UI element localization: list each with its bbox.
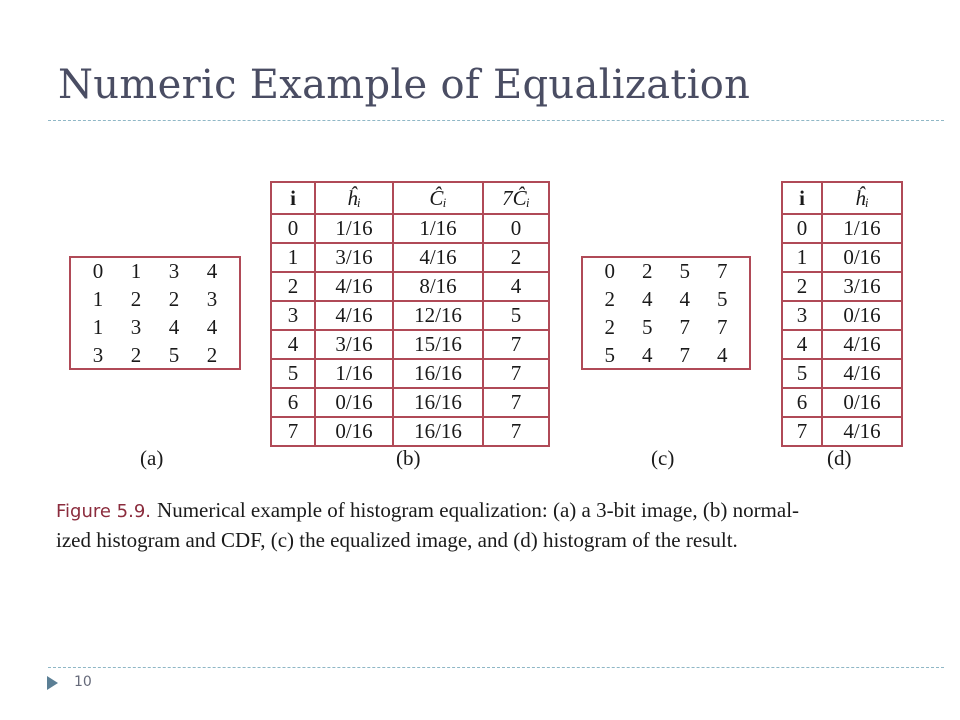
column-header: i bbox=[271, 182, 315, 214]
table-cell: 4/16 bbox=[822, 417, 902, 446]
matrix-cell: 7 bbox=[717, 315, 728, 339]
table-row bbox=[271, 330, 549, 359]
subfigure-label-d: (d) bbox=[827, 446, 852, 470]
matrix-cell: 0 bbox=[604, 259, 615, 283]
matrix-cell: 2 bbox=[604, 315, 615, 339]
table-cell: 6 bbox=[782, 388, 822, 417]
matrix-cell: 2 bbox=[130, 343, 142, 367]
matrix-cell: 4 bbox=[642, 343, 653, 367]
table-cell: 3/16 bbox=[822, 272, 902, 301]
table-row bbox=[782, 330, 902, 359]
figure-number: Figure 5.9. bbox=[56, 501, 152, 522]
matrix-cell: 5 bbox=[168, 343, 180, 367]
table-cell: 0/16 bbox=[315, 417, 393, 446]
matrix-cell: 5 bbox=[642, 315, 653, 339]
table-cell: 5 bbox=[483, 301, 549, 330]
table-cell: 4/16 bbox=[393, 243, 483, 272]
table-row bbox=[271, 301, 549, 330]
matrix-cell: 2 bbox=[604, 287, 615, 311]
table-row bbox=[271, 388, 549, 417]
matrix-cell: 7 bbox=[679, 315, 690, 339]
table-cell: 4 bbox=[782, 330, 822, 359]
column-header: i bbox=[782, 182, 822, 214]
table-row bbox=[271, 417, 549, 446]
table-cell: 7 bbox=[483, 388, 549, 417]
table-row bbox=[271, 214, 549, 243]
matrix-cell: 3 bbox=[206, 287, 218, 311]
table-cell: 1/16 bbox=[315, 214, 393, 243]
table-cell: 7 bbox=[483, 417, 549, 446]
table-cell: 1/16 bbox=[822, 214, 902, 243]
caption-text-2: ized histogram and CDF, (c) the equalized image, and (d) histogram of the result. bbox=[56, 528, 738, 552]
matrix-cell: 2 bbox=[130, 287, 142, 311]
table-cell: 16/16 bbox=[393, 388, 483, 417]
table-cell: 1/16 bbox=[393, 214, 483, 243]
table-cell: 15/16 bbox=[393, 330, 483, 359]
matrix-cell: 4 bbox=[206, 259, 218, 283]
table-cell: 3 bbox=[782, 301, 822, 330]
triangle-bullet-icon bbox=[47, 676, 58, 690]
matrix-cell: 2 bbox=[168, 287, 180, 311]
table-cell: 0/16 bbox=[822, 243, 902, 272]
slide-title: Numeric Example of Equalization bbox=[58, 62, 751, 108]
table-row bbox=[782, 243, 902, 272]
column-header: ĥᵢ bbox=[822, 182, 902, 214]
table-cell: 1 bbox=[782, 243, 822, 272]
table-row bbox=[782, 301, 902, 330]
matrix-cell: 2 bbox=[206, 343, 218, 367]
matrix-cell: 5 bbox=[679, 259, 690, 283]
table-cell: 7 bbox=[271, 417, 315, 446]
table-cell: 16/16 bbox=[393, 417, 483, 446]
table-row bbox=[271, 272, 549, 301]
table-cell: 4/16 bbox=[822, 359, 902, 388]
table-cell: 2 bbox=[782, 272, 822, 301]
table-row bbox=[271, 359, 549, 388]
table-row bbox=[782, 359, 902, 388]
table-cell: 4/16 bbox=[315, 301, 393, 330]
matrix-cell: 3 bbox=[130, 315, 142, 339]
column-header: Ĉᵢ bbox=[393, 182, 483, 214]
table-cell: 0 bbox=[271, 214, 315, 243]
table-cell: 2 bbox=[483, 243, 549, 272]
matrix-cell: 7 bbox=[679, 343, 690, 367]
matrix-cell: 5 bbox=[604, 343, 615, 367]
table-header-row bbox=[782, 182, 902, 214]
table-cell: 4 bbox=[271, 330, 315, 359]
matrix-cell: 4 bbox=[206, 315, 218, 339]
footer-divider bbox=[48, 667, 944, 668]
matrix-cell: 1 bbox=[130, 259, 142, 283]
table-cell: 2 bbox=[271, 272, 315, 301]
subfigure-label-c: (c) bbox=[651, 446, 675, 470]
table-cell: 0 bbox=[483, 214, 549, 243]
table-row bbox=[782, 417, 902, 446]
matrix-cell: 3 bbox=[92, 343, 104, 367]
table-cell: 12/16 bbox=[393, 301, 483, 330]
column-header: ĥᵢ bbox=[315, 182, 393, 214]
matrix-cell: 7 bbox=[717, 259, 728, 283]
table-row bbox=[782, 272, 902, 301]
matrix-cell: 1 bbox=[92, 287, 104, 311]
table-cell: 1 bbox=[271, 243, 315, 272]
matrix-cell: 1 bbox=[92, 315, 104, 339]
table-cell: 0/16 bbox=[315, 388, 393, 417]
table-cell: 7 bbox=[782, 417, 822, 446]
table-cell: 7 bbox=[483, 330, 549, 359]
table-cell: 16/16 bbox=[393, 359, 483, 388]
table-cell: 0/16 bbox=[822, 388, 902, 417]
matrix-cell: 4 bbox=[168, 315, 180, 339]
table-cell: 1/16 bbox=[315, 359, 393, 388]
equalized-image-matrix bbox=[581, 256, 751, 370]
matrix-cell: 0 bbox=[92, 259, 104, 283]
table-cell: 5 bbox=[271, 359, 315, 388]
matrix-cell: 4 bbox=[642, 287, 653, 311]
table-cell: 7 bbox=[483, 359, 549, 388]
table-cell: 8/16 bbox=[393, 272, 483, 301]
table-cell: 5 bbox=[782, 359, 822, 388]
matrix-cell: 3 bbox=[168, 259, 180, 283]
table-cell: 0/16 bbox=[822, 301, 902, 330]
table-cell: 0 bbox=[782, 214, 822, 243]
column-header: 7Ĉᵢ bbox=[483, 182, 549, 214]
matrix-cell: 2 bbox=[642, 259, 653, 283]
table-cell: 6 bbox=[271, 388, 315, 417]
matrix-cell: 5 bbox=[717, 287, 728, 311]
caption-text-1: Numerical example of histogram equalization: (a) a 3-bit image, (b) normal- bbox=[157, 498, 800, 522]
table-header-row bbox=[271, 182, 549, 214]
input-image-matrix bbox=[69, 256, 241, 370]
table-cell: 3/16 bbox=[315, 330, 393, 359]
table-cell: 4/16 bbox=[315, 272, 393, 301]
matrix-cell: 4 bbox=[717, 343, 728, 367]
page-number: 10 bbox=[74, 674, 92, 690]
matrix-cell: 4 bbox=[679, 287, 690, 311]
table-row bbox=[271, 243, 549, 272]
result-histogram-table bbox=[781, 181, 903, 447]
table-cell: 4 bbox=[483, 272, 549, 301]
table-row bbox=[782, 388, 902, 417]
title-divider bbox=[48, 120, 944, 121]
table-cell: 4/16 bbox=[822, 330, 902, 359]
subfigure-label-b: (b) bbox=[396, 446, 421, 470]
caption-line-1 bbox=[56, 496, 916, 526]
subfigure-label-a: (a) bbox=[140, 446, 164, 470]
table-row bbox=[782, 214, 902, 243]
table-cell: 3 bbox=[271, 301, 315, 330]
figure-caption bbox=[56, 496, 916, 554]
table-cell: 3/16 bbox=[315, 243, 393, 272]
histogram-cdf-table bbox=[270, 181, 550, 447]
